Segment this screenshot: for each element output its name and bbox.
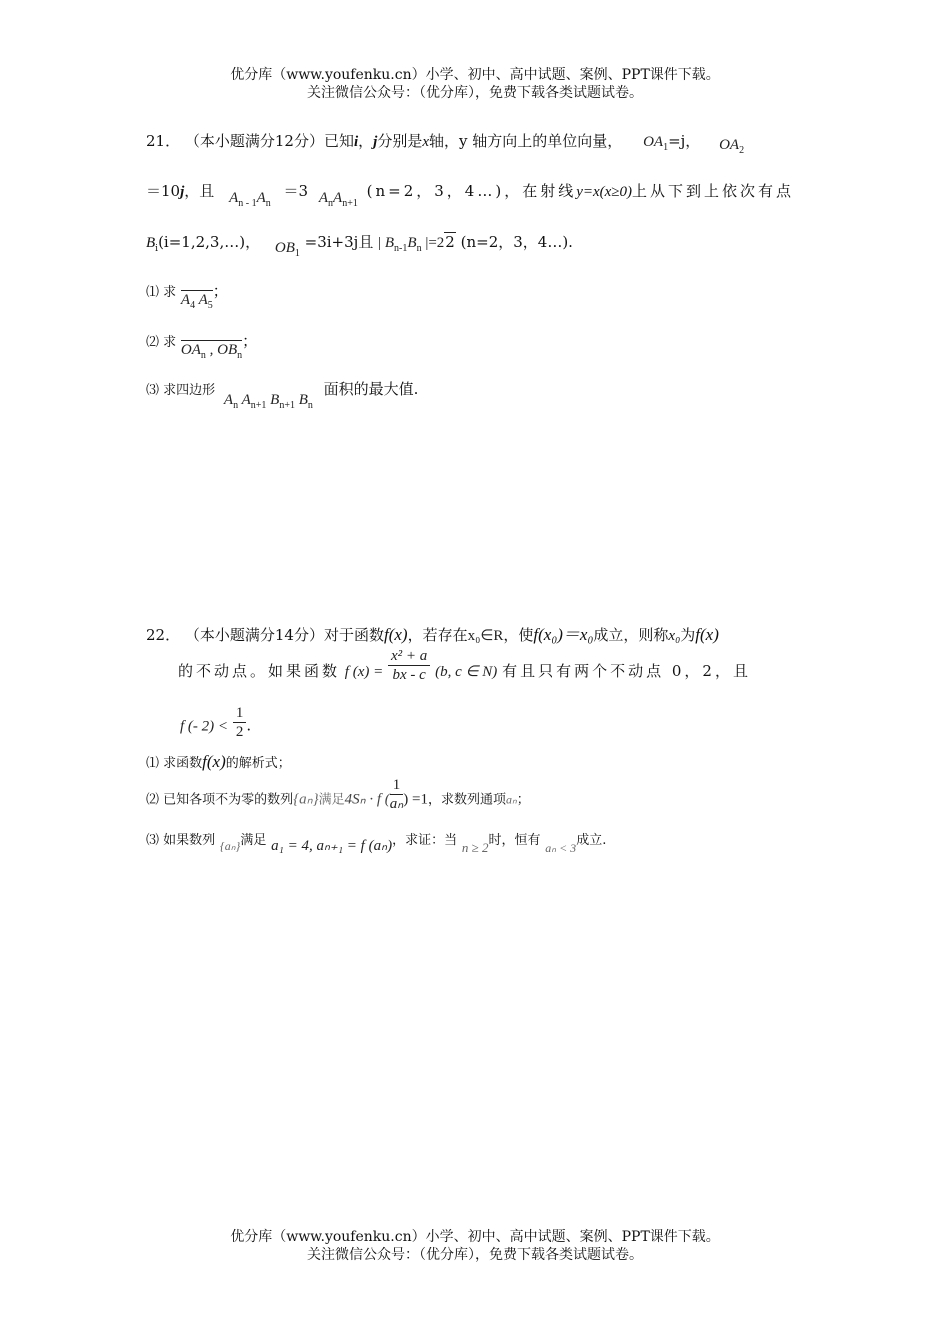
q22-text: ； (516, 792, 530, 808)
q22-text: 满足 (240, 833, 267, 848)
q22-part-2 (146, 777, 530, 813)
q21-text: ； (242, 332, 258, 350)
page-header (0, 66, 950, 102)
fraction-denominator: 2 (235, 724, 244, 740)
formula-ob1: $OB_1$ (274, 240, 300, 259)
q22-text: 满足 (318, 792, 345, 808)
q22-line-3 (180, 705, 252, 741)
formula-fixed-point: f(x₀)＝x₀ (533, 625, 594, 644)
q22-part-1 (146, 751, 291, 775)
q22-text: 的不动点。如果函数 (178, 662, 341, 680)
vector-i: i (353, 134, 359, 150)
q21-text: ，且 (184, 182, 215, 200)
q21-text: (i=1,2,3,…)， (158, 233, 261, 251)
formula-equals-one: ) =1 (403, 791, 428, 808)
fraction-f-def (388, 647, 430, 684)
q21-text: (n=2，3，4…). (460, 233, 573, 251)
q22-text: ，若存在 (407, 626, 468, 644)
q22-text: ，求数列通项 (428, 792, 507, 808)
vector-j: j (180, 184, 185, 200)
footer-line-1: 优分库（www.youfenku.cn）小学、初中、高中试题、案例、PPT课件下载。 (230, 1229, 720, 1245)
formula-oa2: $OA_2$ (719, 137, 745, 156)
q22-text: 为 (680, 626, 696, 644)
formula-an: aₙ (506, 792, 517, 807)
fraction-denominator: aₙ (389, 796, 404, 812)
fraction-one-half (233, 704, 247, 741)
formula-quadrilateral: $A_n$ $A_{n+1}$ $B_{n+1}$ $B_n$ (223, 392, 313, 411)
q21-line-3: $B_i(i=1,2,3,\dots)$， $OB_1 =3i+3j$且 | $B_{n-1}B_n$ |=22 (n=2，3，4…). (146, 233, 573, 259)
q22-part-3 (146, 828, 607, 855)
fraction-one-over-an (390, 776, 404, 813)
q22-text: 对于函数 (323, 626, 384, 644)
formula-x0-in-r: x₀∈R (467, 628, 504, 644)
q22-text: ，求证：当 (392, 833, 458, 848)
q22-text: 的解析式； (225, 756, 291, 771)
q21-line-1 (146, 130, 744, 159)
q21-text: (n=2，3，4…)，在射线 (366, 182, 577, 200)
q21-text: =j， (668, 132, 701, 150)
formula-f-minus-2: f (- 2) < (180, 718, 229, 735)
page-footer (0, 1228, 950, 1264)
function-fx: f(x) (202, 752, 226, 771)
formula-abs-bn: | $B_{n-1}B_n$ (378, 235, 422, 254)
formula-oan-obn: $OA_n$ , $OB_n$ (181, 340, 242, 364)
ray-equation: y=x(x≥0) (576, 184, 633, 200)
q22-text: ，使 (503, 626, 534, 644)
sqrt-2: 2 (445, 233, 455, 251)
formula-f-def: f (x) = (344, 664, 384, 680)
formula-a4a5: $A_4$ $A_5$ (181, 290, 213, 314)
q22-text: 有且只有两个不动点 0，2，且 (502, 662, 751, 680)
q22-line-2 (178, 647, 751, 684)
formula-n-geq-2: n ≥ 2 (461, 840, 489, 855)
function-fx: f(x) (695, 625, 719, 644)
q22-points: （本小题满分14分） (184, 626, 324, 644)
q21-text: 面积的最大值. (323, 380, 419, 398)
q22-text: 成立. (576, 833, 607, 848)
q21-text: ＝10 (146, 182, 181, 200)
q22-number: 22． (146, 626, 181, 644)
formula-oa1: $OA_1$ (643, 134, 669, 153)
q22-part-label: ⑵ 已知各项不为零的数列 (146, 792, 294, 808)
q21-number: 21． (146, 132, 181, 150)
fraction-numerator: 1 (390, 776, 404, 795)
q21-text: 上从下到上依次有点 (632, 182, 795, 200)
q21-text: 轴，y 轴方向上的单位向量， (429, 132, 623, 150)
formula-sequence: {aₙ} (293, 791, 319, 808)
q22-text: . (246, 716, 252, 735)
q22-part-label: ⑴ 求函数 (146, 756, 203, 771)
q21-part-1 (146, 280, 228, 311)
q21-part-3 (146, 378, 419, 411)
footer-line-2: 关注微信公众号：（优分库），免费下载各类试题试卷。 (307, 1247, 643, 1263)
q21-text: ＝3 (283, 182, 309, 200)
fraction-numerator: 1 (233, 704, 247, 723)
header-line-1: 优分库（www.youfenku.cn）小学、初中、高中试题、案例、PPT课件下载。 (230, 67, 720, 83)
fraction-numerator: x² + a (388, 647, 430, 666)
q22-part-label: ⑶ 如果数列 (146, 833, 216, 848)
q21-part-label: ⑶ 求四边形 (146, 383, 216, 398)
x-var: x (422, 134, 430, 150)
q21-part-label: ⑵ 求 (146, 335, 177, 350)
formula-an-lt-3: aₙ < 3 (545, 841, 577, 855)
fraction-denominator: bx - c (392, 666, 426, 683)
q21-text: 分别是 (377, 132, 423, 150)
q21-line-2 (146, 180, 794, 209)
point-b: B (146, 235, 156, 251)
formula-recurrence: a₁ = 4, aₙ₊₁ = f (aₙ) (271, 838, 393, 854)
q21-text: |=2 (425, 235, 445, 251)
q22-line-1 (146, 624, 719, 647)
formula-condition: (b, c ∈ N) (435, 664, 498, 680)
q21-text: =3i+3j (304, 233, 359, 251)
vector-j: j (373, 134, 378, 150)
q21-text: 已知 (323, 132, 354, 150)
formula-sequence: {aₙ} (219, 839, 241, 853)
q21-text: 且 (358, 233, 374, 251)
q21-text: ， (358, 132, 374, 150)
q21-text: ； (212, 282, 228, 300)
q21-points: （本小题满分12分） (184, 132, 324, 150)
formula-an-1-an: $A_{n - 1}A_n$ (229, 190, 271, 209)
q21-part-label: ⑴ 求 (146, 285, 177, 300)
function-fx: f(x) (383, 625, 408, 644)
q22-text: 时，恒有 (488, 833, 541, 848)
x0-var: x₀ (668, 628, 681, 644)
q21-part-2 (146, 330, 258, 361)
header-line-2: 关注微信公众号：（优分库），免费下载各类试题试卷。 (307, 85, 643, 101)
formula-4sn: 4Sₙ · f ( (344, 791, 390, 808)
formula-an-an1: $A_nA_{n+1}$ (318, 190, 358, 209)
q22-text: 成立，则称 (593, 626, 669, 644)
